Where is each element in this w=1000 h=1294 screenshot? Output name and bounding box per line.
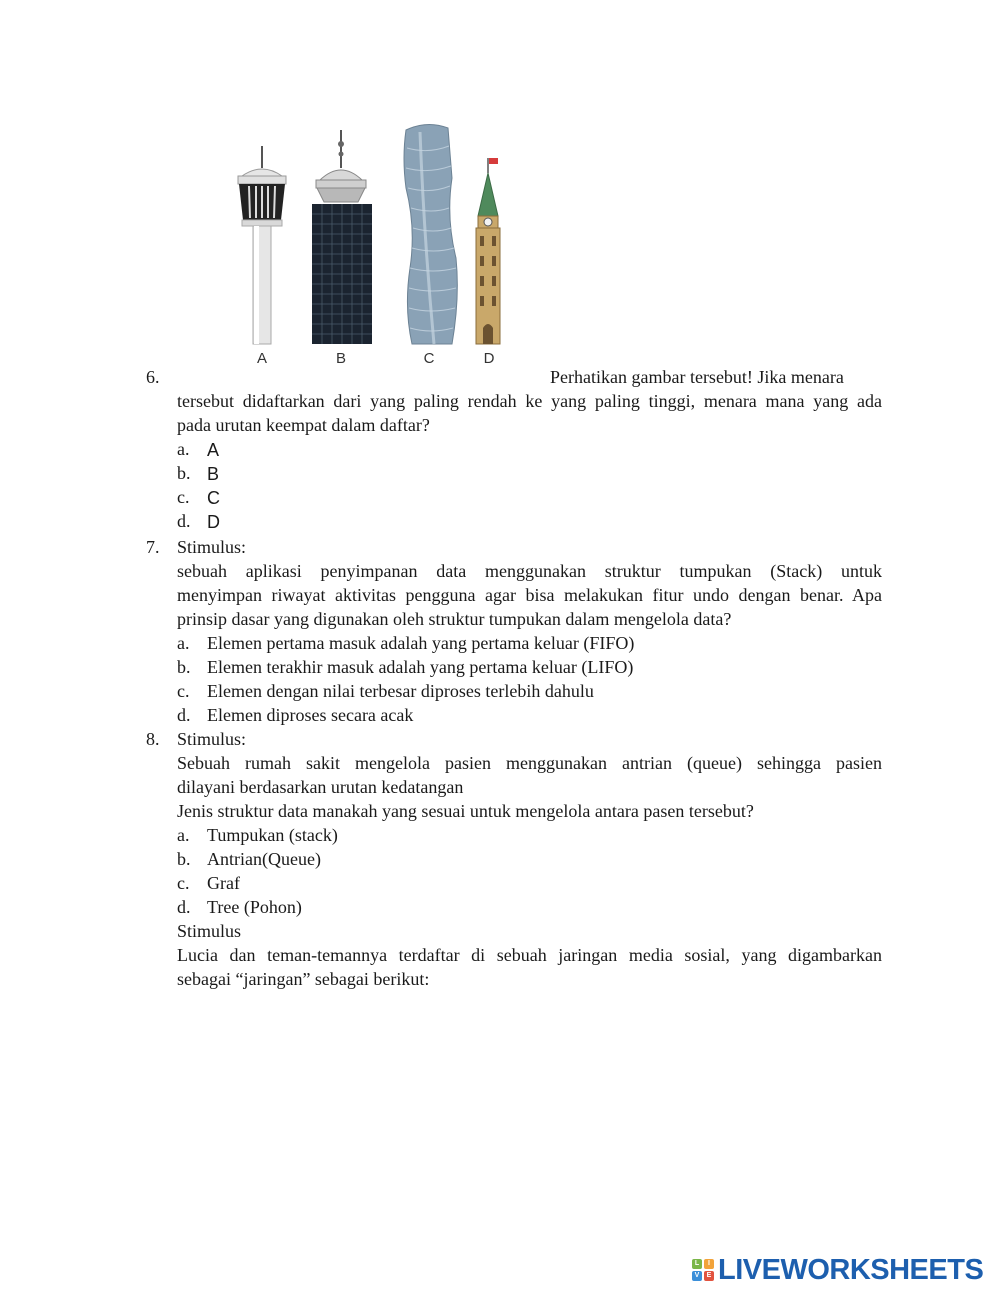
tower-label-a: A — [256, 350, 267, 367]
question-8-question: Jenis struktur data manakah yang sesuai untuk mengelola antara pasen tersebut? — [177, 801, 754, 821]
logo-icon-letter-v: V — [692, 1271, 702, 1281]
liveworksheets-logo — [692, 1253, 983, 1287]
question-7-number: 7. — [146, 537, 160, 557]
tower-label-c: C — [423, 350, 435, 367]
tower-c-image — [404, 124, 457, 344]
q7-option-b-letter: b. — [177, 657, 191, 677]
q7-option-c[interactable]: Elemen dengan nilai terbesar diproses terlebih dahulu — [207, 681, 594, 701]
question-7-stimulus-line3: prinsip dasar yang digunakan oleh struktur tumpukan dalam mengelola data? — [177, 609, 732, 629]
logo-icon-letter-l: L — [692, 1259, 702, 1269]
q7-option-d[interactable]: Elemen diproses secara acak — [207, 705, 414, 725]
question-9-stimulus-line1: Lucia dan teman-temannya terdaftar di sebuah jaringan media sosial, yang digambarkan — [177, 945, 882, 965]
tower-d-image — [476, 158, 500, 344]
q6-option-d[interactable]: D — [207, 512, 220, 532]
q8-option-c[interactable]: Graf — [207, 873, 240, 893]
q6-option-d-letter: d. — [177, 511, 191, 531]
question-6-text-line2: tersebut didaftarkan dari yang paling rendah ke yang paling tinggi, menara mana yang ada — [177, 391, 882, 411]
q7-option-c-letter: c. — [177, 681, 190, 701]
q8-option-d-letter: d. — [177, 897, 191, 917]
q8-option-b[interactable]: Antrian(Queue) — [207, 849, 321, 869]
question-8-stimulus-line2: dilayani berdasarkan urutan kedatangan — [177, 777, 464, 797]
question-6-text-line3: pada urutan keempat dalam daftar? — [177, 415, 430, 435]
tower-label-b: B — [335, 350, 346, 367]
q6-option-b[interactable]: B — [207, 464, 220, 484]
q6-option-a-letter: a. — [177, 439, 190, 459]
question-7-stimulus-line1: sebuah aplikasi penyimpanan data menggunakan struktur tumpukan (Stack) untuk — [177, 561, 882, 581]
q8-option-a-letter: a. — [177, 825, 190, 845]
question-8-stimulus-line1: Sebuah rumah sakit mengelola pasien menggunakan antrian (queue) sehingga pasien — [177, 753, 882, 773]
q7-option-a[interactable]: Elemen pertama masuk adalah yang pertama keluar (FIFO) — [207, 633, 635, 653]
q7-option-a-letter: a. — [177, 633, 190, 653]
liveworksheets-logo-icon — [692, 1259, 714, 1281]
liveworksheets-logo-text: LIVEWORKSHEETS — [718, 1253, 984, 1286]
question-6-text-line1: Perhatikan gambar tersebut! Jika menara — [550, 367, 844, 387]
tower-a-image — [238, 146, 286, 344]
question-7-stimulus-line2: menyimpan riwayat aktivitas pengguna agar bisa melakukan fitur undo dengan benar. Apa — [177, 585, 882, 605]
q8-option-a[interactable]: Tumpukan (stack) — [207, 825, 338, 845]
logo-icon-letter-e: E — [704, 1271, 714, 1281]
question-8-stimulus-label: Stimulus: — [177, 729, 247, 749]
tower-label-d: D — [483, 350, 495, 367]
question-9-stimulus-label: Stimulus — [177, 921, 242, 941]
q6-option-b-letter: b. — [177, 463, 191, 483]
towers-illustration — [220, 118, 520, 368]
question-9-stimulus-line2: sebagai “jaringan” sebagai berikut: — [177, 969, 430, 989]
q6-option-c[interactable]: C — [207, 488, 220, 508]
question-7-stimulus-label: Stimulus: — [177, 537, 247, 557]
tower-b-image — [312, 130, 372, 344]
logo-icon-letter-i: I — [704, 1259, 714, 1269]
question-8-number: 8. — [146, 729, 160, 749]
q6-option-a[interactable]: A — [207, 440, 220, 460]
q8-option-b-letter: b. — [177, 849, 191, 869]
q7-option-d-letter: d. — [177, 705, 191, 725]
q8-option-c-letter: c. — [177, 873, 190, 893]
q8-option-d[interactable]: Tree (Pohon) — [207, 897, 302, 917]
question-6-number: 6. — [146, 367, 160, 387]
q7-option-b[interactable]: Elemen terakhir masuk adalah yang pertama keluar (LIFO) — [207, 657, 634, 677]
q6-option-c-letter: c. — [177, 487, 190, 507]
